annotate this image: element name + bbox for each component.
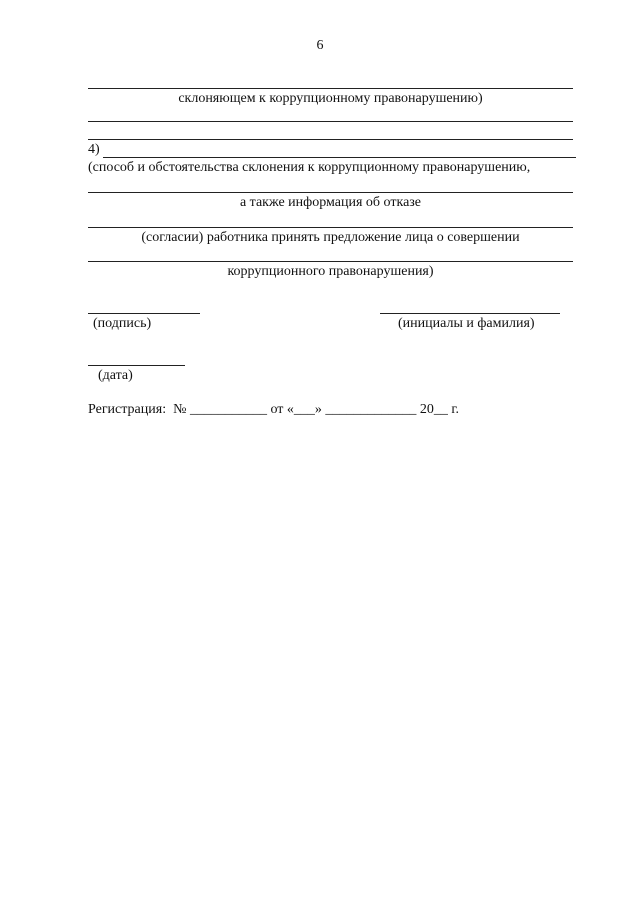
registration-label: Регистрация:	[88, 402, 167, 417]
quote-close: »	[314, 402, 322, 417]
month-blank: _____________	[325, 402, 417, 417]
method-caption-3: (согласии) работника принять предложение лица о совершении	[141, 230, 520, 245]
blank-line-5	[88, 192, 573, 193]
day-blank: ___	[293, 402, 315, 417]
item-number: 4)	[88, 142, 100, 157]
number-sign: №	[173, 402, 187, 417]
page-number: 6	[316, 38, 324, 53]
inducing-person-caption: склоняющем к коррупционному правонарушению)	[178, 91, 483, 106]
number-blank: ___________	[189, 402, 267, 417]
blank-line-3	[88, 139, 573, 140]
name-blank	[380, 313, 560, 314]
method-caption-1: (способ и обстоятельства склонения к коррупционному правонарушению,	[88, 160, 531, 175]
method-caption-4: коррупционного правонарушения)	[227, 264, 434, 279]
signature-blank	[88, 313, 200, 314]
registration-line	[88, 402, 459, 418]
blank-line-7	[88, 261, 573, 262]
name-label: (инициалы и фамилия)	[398, 316, 535, 331]
blank-line-2	[88, 121, 573, 122]
method-caption-2: а также информация об отказе	[239, 195, 422, 210]
year-prefix: 20	[419, 402, 434, 417]
blank-line-top	[88, 88, 573, 89]
date-label: (дата)	[98, 368, 133, 383]
date-blank	[88, 365, 185, 366]
signature-label: (подпись)	[93, 316, 152, 331]
quote-open: «	[286, 402, 294, 417]
item-4-blank	[103, 157, 576, 158]
blank-line-6	[88, 227, 573, 228]
year-blank: __	[433, 402, 448, 417]
year-suffix: г.	[451, 402, 460, 417]
from-word: от	[270, 402, 284, 417]
